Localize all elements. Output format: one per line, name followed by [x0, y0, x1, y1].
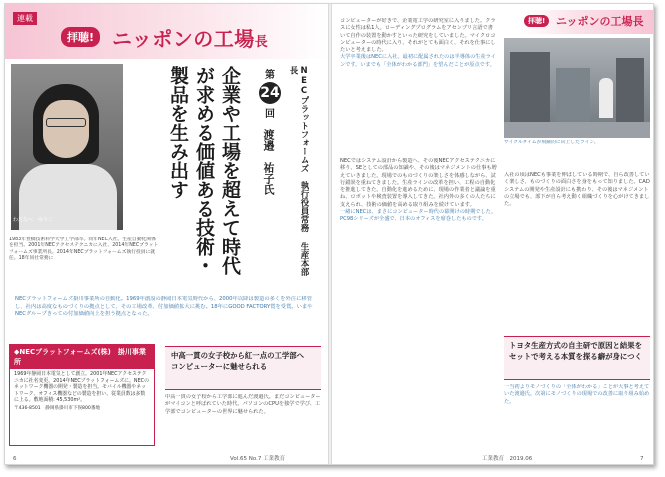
body-column-1b-highlight: 一緒にNECは、まさにコンピューター時代の幕開けの時期でした。PC98シリーズが全盛で、日本のオフィスを席巻したものです。: [340, 209, 497, 223]
factory-floor: [504, 122, 650, 138]
footer-volume-right: 工業教育 2019.06: [482, 456, 533, 462]
portrait-photo: [11, 64, 123, 230]
portrait-glasses: [46, 118, 86, 127]
factory-worker: [599, 78, 613, 118]
series-title-suffix: 長: [254, 35, 269, 50]
right-page: [332, 4, 654, 465]
body-column-1b-text: NECではシステム設計から製造へ、その後NECアクセステクニカに移り、SEとしての部品の知識や、その後はマネジメントの仕事も増えていきました。現場でのものづくりの楽しさを体感しながら、試行錯誤を重ねてきました。生産ラインの改革を担い、工程の自動化を推進してきた。自動化を進めるために、現場の作業者と議論を重ね、ロボットや検査装置を導入してきた。社内外の多くの人たちに支えられ、技術の価値を高める取り組みを続けています。: [340, 158, 497, 208]
chapter-num: 24: [259, 82, 281, 104]
body-column-1: [340, 18, 498, 158]
chapter-number: [259, 66, 281, 120]
person-name: 渡邉 祐子氏: [262, 129, 275, 195]
factory-machine: [616, 58, 644, 124]
section-subhead: 中高一貫の女子校から紅一点の工学部へ コンピューターに魅せられる: [165, 346, 321, 390]
body-column-2: 入社の頃はNECも事業を伸ばしている時期で、自ら改善していく楽しさ、ものづくりの面白さを身をもって知りました。CADシステムの開発や生産設計にも携わり、その後はマネジメントの立場でも、部下が自ら考え動く組織づくりを心がけてきました。: [504, 172, 650, 208]
body-column-1b: [340, 158, 498, 448]
lead-paragraph: NECプラットフォームズ掛川事業所の自動化。1969年創設の静岡日本電気時代から、2000年以降は製造の多くを外注に移管し、社内は高度なものづくりの拠点として、その工場改革、付加価値拡大に挑む。18年にGOOD FACTORY賞を受賞。いまやNECグループきっての付加価値向上を担う拠点となった。: [15, 296, 313, 318]
portrait-caption: 1983年豊橋技術科学大学工学部卒。同年NEC入社。生産自動化関係を担当。2001年NECアクセステクニカに入社、2014年NECプラットフォームズ事業所長。2014年NECプラットフォームズ執行役員に就任。18年同社常務に: [9, 237, 159, 262]
chapter-dai: 第: [265, 70, 275, 81]
body-paragraph: 中高一貫の女子校から工学部に進んだ渡邉氏。まだコンピューターがマイコンと呼ばれていた時代。パソコンのCPUを独学で学び、工学部でコンピューターの世界に魅せられた。: [165, 394, 321, 415]
series-title: [112, 23, 268, 52]
company-info-text: 1969年静岡日本電気として創立。2001年NECアクセステクニカに社名変更。2014年NECプラットフォームズに。NECのネットワーク機器の開発・製造を担当。モバイル機器やネットワーク、オフィス機器などの製造を担い、従業員数は多数に上る。敷地面積: 45,530m²。: [14, 371, 149, 404]
section-subhead-right: トヨタ生産方式の自主研で原因と結果をセットで考える本質を探る癖が身につく: [504, 336, 650, 380]
haicho-badge: 拝聴!: [61, 27, 100, 47]
factory-machine: [556, 68, 590, 123]
affiliation: NECプラットフォームズ 執行役員常務 生産本部長: [288, 66, 309, 276]
body-column-2b: 一当初よりモノづくりの「全体がわかる」ことが大事と考えていた渡邉氏。次第にモノづくりの現場での改善に取り組み始めた。: [504, 384, 650, 405]
factory-photo-caption: サイクルタイムが飛躍的に向上したライン。: [504, 140, 599, 145]
portrait-label: わたなべ ゆうこ: [13, 217, 54, 223]
headline: 企業や工場を超えて時代が求める価値ある技術・製品を生み出す: [167, 66, 241, 275]
page-number-right: 7: [640, 456, 644, 462]
series-title-right: ニッポンの工場長: [556, 15, 644, 28]
page-number: 6: [13, 456, 17, 462]
factory-machine: [510, 52, 550, 122]
haicho-badge-right: 拝聴!: [524, 15, 549, 27]
company-info-box: [9, 344, 155, 446]
rensai-tag: 連載: [13, 12, 37, 25]
chapter-kai: 回: [265, 109, 275, 120]
body-column-1-text: コンピューターが好きで、企業電工学の研究室に入りました。クラスに女性は私1人。ローディングプログラムをアセンブリ言語で書いて自作の装置を動かすといった研究をしていました。マイクロコンピューターの時代に入り、それがとても面白く、それを仕事にしたいと考えました。: [340, 18, 496, 54]
series-title-main: ニッポンの工場: [112, 27, 255, 51]
company-address: 〒436-8501 静岡県掛川市下俣800番地: [14, 405, 101, 411]
company-info-heading: ◆NECプラットフォームズ(株) 掛川事業所: [10, 345, 154, 369]
magazine-spread: [4, 3, 654, 465]
portrait-face: [43, 100, 89, 158]
body-column-1-highlight: 大学卒業後はNECに入社。最初に配属されたのは半導体の生産ラインです。いまでも「全体がわかる部門」を望んだことが原点です。: [340, 54, 496, 68]
footer-volume: Vol.65 No.7 工業教育: [230, 456, 286, 462]
left-page: [5, 4, 328, 465]
factory-photo: [504, 38, 650, 138]
